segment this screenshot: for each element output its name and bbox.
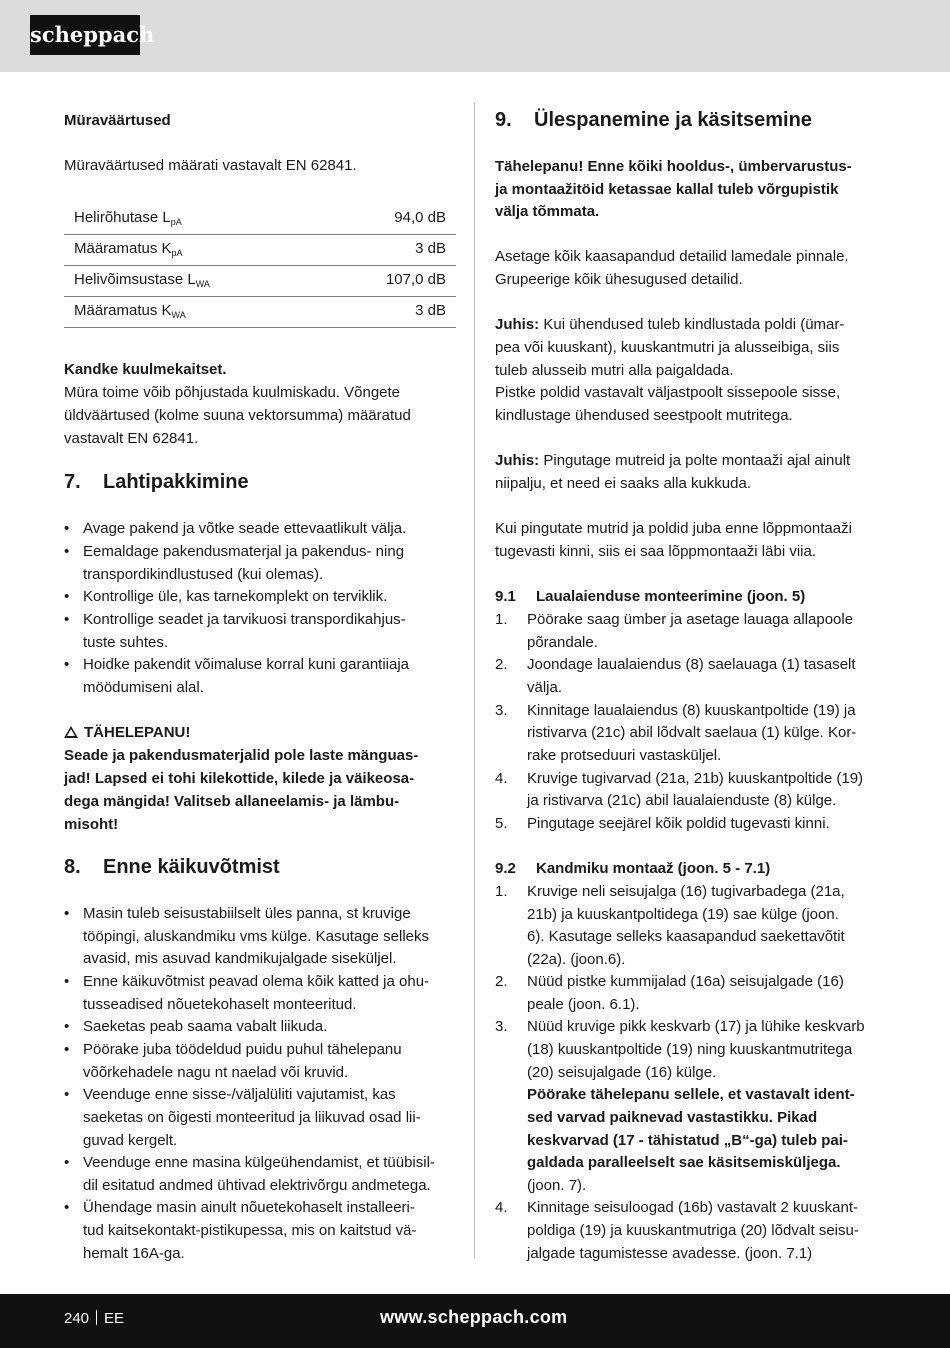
list-item: • Masin tuleb seisustabiilselt üles panna, st kruvige <box>64 905 411 922</box>
list-item: • Kontrollige üle, kas tarnekomplekt on terviklik. <box>64 588 388 605</box>
list-item: • Avage pakend ja võtke seade ettevaatlikult välja. <box>64 520 407 537</box>
step-item: 2. Nüüd pistke kummijalad (16a) seisujalgade (16) <box>495 973 844 990</box>
list-item-cont: transpordikindlustused (kui olemas). <box>83 566 324 583</box>
noise-value: 3 dB <box>415 240 446 257</box>
attention-line: ja montaažitöid ketassae kallal tuleb võrgupistik <box>495 181 839 198</box>
noise-row <box>64 235 456 266</box>
section-9-heading: 9. Ülespanemine ja käsitsemine <box>495 109 812 131</box>
step-item-cont: 6). Kasutage selleks kaasapandud saekettavõtit <box>527 928 845 945</box>
step-item-cont: (joon. 7). <box>527 1177 587 1194</box>
list-item-cont: võõrkehadele nagu nt naelad või kruvid. <box>83 1064 349 1081</box>
noise-label: Helivõimsustase $L_{WA}$ <box>74 271 210 289</box>
list-item-cont: tuste suhtes. <box>83 634 169 651</box>
header-bar <box>0 0 950 72</box>
step-bold-line: keskvarvad (17 - tähistatud „B“-ga) tuleb pai- <box>527 1132 848 1149</box>
note-line: pea või kuuskant), kuuskantmutri ja alusseibiga, siis <box>495 339 840 356</box>
step-bold-line: galdada paralleelselt sae käsitsemisküljega. <box>527 1154 841 1171</box>
footer-bar <box>0 1294 950 1348</box>
hearing-text-line: vastavalt EN 62841. <box>64 430 199 447</box>
column-divider <box>474 103 475 1258</box>
body-line: tugevasti kinni, siis ei saa lõppmontaaži läbi viia. <box>495 543 816 560</box>
step-item-cont: ristivarva (21c) abil lõdvalt saelaua (1) külge. Kor- <box>527 724 857 741</box>
section-7-heading: 7. Lahtipakkimine <box>64 471 249 493</box>
attention-line: Tähelepanu! Enne kõiki hooldus-, ümbervarustus- <box>495 158 852 175</box>
step-item-cont: jalgade tagumistesse avadesse. (joon. 7.1) <box>527 1245 813 1262</box>
noise-heading: Müraväärtused <box>64 112 171 129</box>
note-line: tuleb alusseib mutri alla paigaldada. <box>495 362 734 379</box>
noise-row <box>64 297 456 328</box>
noise-row <box>64 266 456 297</box>
hearing-text-line: üldväärtused (kolme suuna vektorsumma) määratud <box>64 407 411 424</box>
list-item: • Enne käikuvõtmist peavad olema kõik katted ja ohu- <box>64 973 430 990</box>
step-bold-line: sed varvad paiknevad vastastikku. Pikad <box>527 1109 818 1126</box>
noise-intro: Müraväärtused määrati vastavalt EN 62841. <box>64 157 357 174</box>
list-item-cont: tud kaitsekontakt-pistikupessa, mis on kaitstud vä- <box>83 1222 417 1239</box>
list-item-cont: hemalt 16A-ga. <box>83 1245 185 1262</box>
note-line: Juhis: Pingutage mutreid ja polte montaaži ajal ainult <box>495 452 851 469</box>
list-item: • Ühendage masin ainult nõuetekohaselt installeeri- <box>64 1199 415 1216</box>
list-item: • Eemaldage pakendusmaterjal ja pakendus- ning <box>64 543 405 560</box>
subsection-9-2-heading: 9.2 Kandmiku montaaž (joon. 5 - 7.1) <box>495 860 771 877</box>
warning-line: misoht! <box>64 816 119 833</box>
step-item-cont: 21b) ja kuuskantpoltidega (19) sae külge (joon. <box>527 906 839 923</box>
warning-line: dega mängida! Valitseb allaneelamis- ja lämbu- <box>64 793 400 810</box>
noise-value: 107,0 dB <box>385 271 446 288</box>
step-item-cont: (22a). (joon.6). <box>527 951 626 968</box>
step-item-cont: põrandale. <box>527 634 598 651</box>
step-item-cont: välja. <box>527 679 563 696</box>
list-item: • Veenduge enne sisse-/väljalüliti vajutamist, kas <box>64 1086 396 1103</box>
step-item-cont: (20) seisujalgade (16) külge. <box>527 1064 717 1081</box>
section-8-heading: 8. Enne käikuvõtmist <box>64 856 280 878</box>
list-item: • Veenduge enne masina külgeühendamist, et tüübisil- <box>64 1154 435 1171</box>
attention-line: välja tõmmata. <box>495 203 600 220</box>
list-item-cont: dil esitatud andmed ühtivad elektrivõrgu andmetega. <box>83 1177 431 1194</box>
website-link[interactable]: www.scheppach.com <box>380 1307 568 1327</box>
step-item-cont: rake protseduuri vastasküljel. <box>527 747 722 764</box>
list-item: • Pöörake juba töödeldud puidu puhul tähelepanu <box>64 1041 402 1058</box>
step-item: 1. Kruvige neli seisujalga (16) tugivarbadega (21a, <box>495 883 845 900</box>
hearing-text-line: Müra toime võib põhjustada kuulmiskadu. Võngete <box>64 384 401 401</box>
noise-label: Määramatus $K_{pA}$ <box>74 240 183 258</box>
warning-triangle-icon <box>64 726 78 738</box>
step-item-cont: peale (joon. 6.1). <box>527 996 640 1013</box>
list-item-cont: guvad kergelt. <box>83 1132 178 1149</box>
step-item: 4. Kruvige tugivarvad (21a, 21b) kuuskantpoltide (19) <box>495 770 864 787</box>
list-item-cont: avasid, mis asuvad kandmikujalgade siseküljel. <box>83 950 397 967</box>
step-item: 3. Nüüd kruvige pikk keskvarb (17) ja lühike keskvarb <box>495 1018 865 1035</box>
body-line: Kui pingutate mutrid ja poldid juba enne lõppmontaaži <box>495 520 852 537</box>
step-item: 1. Pöörake saag ümber ja asetage lauaga allapoole <box>495 611 854 628</box>
body-line: Grupeerige kõik ühesugused detailid. <box>495 271 743 288</box>
step-item: 3. Kinnitage laualaiendus (8) kuuskantpoltide (19) ja <box>495 702 856 719</box>
list-item-cont: möödumiseni alal. <box>83 679 204 696</box>
note-line: niipalju, et need ei saaks alla kukkuda. <box>495 475 751 492</box>
note-line: Juhis: Kui ühendused tuleb kindlustada poldi (ümar- <box>495 316 845 333</box>
step-item: 5. Pingutage seejärel kõik poldid tugevasti kinni. <box>495 815 830 832</box>
list-item-cont: saeketas on õigesti monteeritud ja liikuvad osad lii- <box>83 1109 421 1126</box>
warning-line: Seade ja pakendusmaterjalid pole laste mänguas- <box>64 747 419 764</box>
step-item: 4. Kinnitage seisuloogad (16b) vastavalt 2 kuuskant- <box>495 1199 859 1216</box>
step-item: 2. Joondage laualaiendus (8) saelauaga (1) tasaselt <box>495 656 856 673</box>
list-item: • Hoidke pakendit võimaluse korral kuni garantiiaja <box>64 656 410 673</box>
noise-value: 94,0 dB <box>394 209 446 226</box>
list-item: • Kontrollige seadet ja tarvikuosi transpordikahjus- <box>64 611 406 628</box>
page-number: 240 EE <box>64 1310 125 1327</box>
step-item-cont: (18) kuuskantpoltide (19) ning kuuskantmutritega <box>527 1041 853 1058</box>
list-item: • Saeketas peab saama vabalt liikuda. <box>64 1018 328 1035</box>
list-item-cont: tööpingi, aluskandmiku vms külge. Kasutage selleks <box>83 928 430 945</box>
note-line: kindlustage ühendused seestpoolt mutritega. <box>495 407 793 424</box>
step-item-cont: ja ristivarva (21c) abil laualaienduste (8) külge. <box>527 792 837 809</box>
noise-table <box>64 204 456 328</box>
noise-label: Määramatus $K_{WA}$ <box>74 302 186 320</box>
body-line: Asetage kõik kaasapandud detailid lamedale pinnale. <box>495 248 849 265</box>
note-line: Pistke poldid vastavalt väljastpoolt sissepoole sisse, <box>495 384 841 401</box>
hearing-protection-note: Kandke kuulmekaitset. <box>64 361 227 378</box>
noise-row <box>64 204 456 235</box>
warning-line: jad! Lapsed ei tohi kilekottide, kilede ja väikeosa- <box>64 770 415 787</box>
subsection-9-1-heading: 9.1 Laualaienduse monteerimine (joon. 5) <box>495 588 806 605</box>
step-item-cont: poldiga (19) ja kuuskantmutriga (20) lõdvalt seisu- <box>527 1222 859 1239</box>
list-item-cont: tusseadised nõuetekohaselt monteeritud. <box>83 996 357 1013</box>
step-bold-line: Pöörake tähelepanu sellele, et vastavalt ident- <box>527 1086 855 1103</box>
noise-value: 3 dB <box>415 302 446 319</box>
noise-label: Helirõhutase $L_{pA}$ <box>74 209 182 227</box>
brand-logo: scheppach <box>30 15 140 55</box>
warning-title: TÄHELEPANU! <box>64 721 190 744</box>
